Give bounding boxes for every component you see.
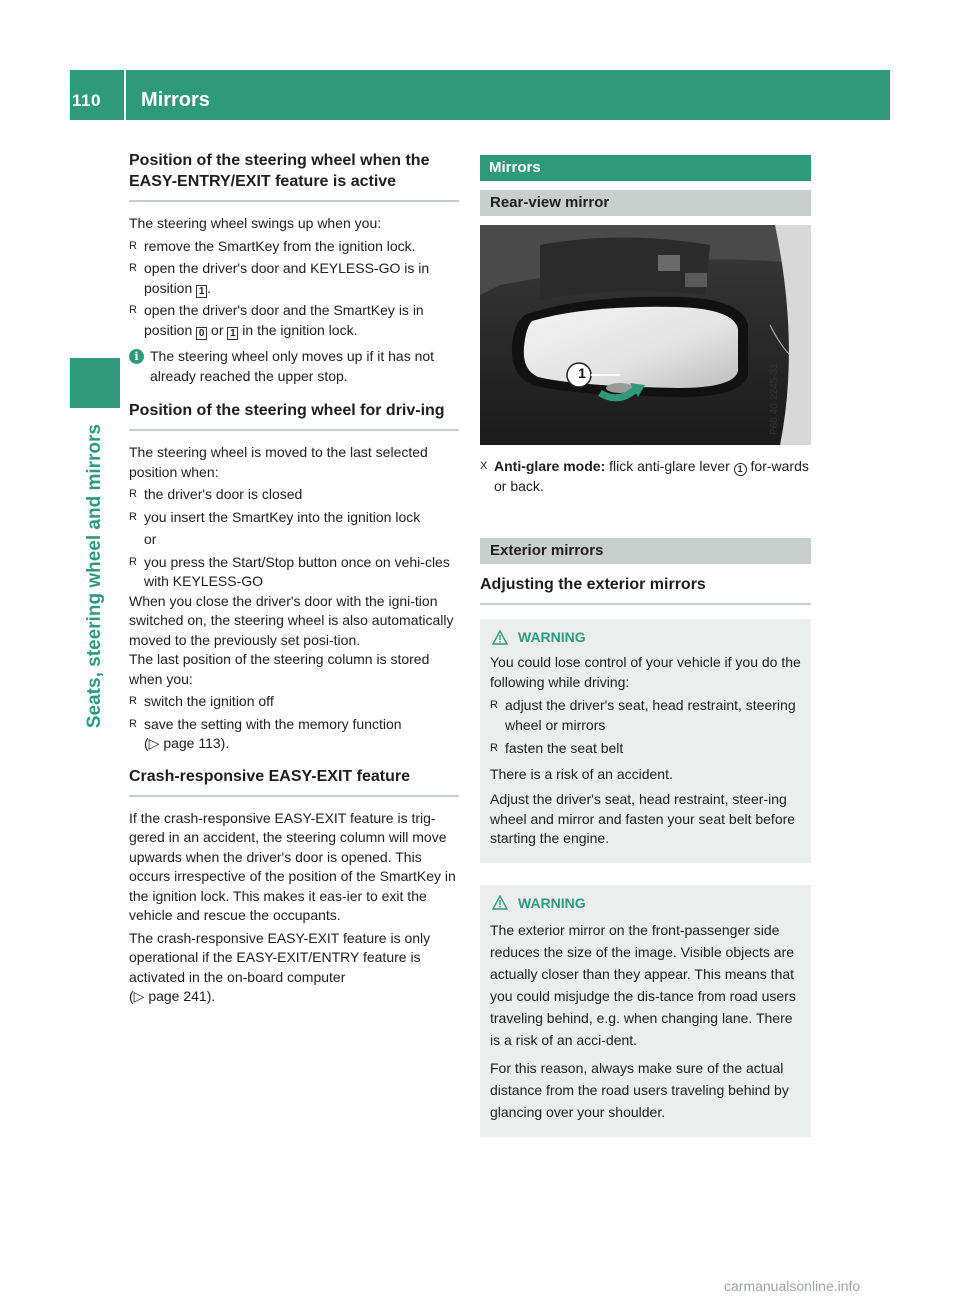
key-position-0-icon: 0 [196, 327, 207, 340]
page-title: Mirrors [141, 89, 210, 111]
info-icon: i [129, 349, 144, 364]
bullet-icon: R [129, 510, 137, 523]
header-divider [124, 70, 126, 120]
list-item: R you insert the SmartKey into the ignition lock [129, 508, 459, 528]
list-item: R save the setting with the memory function (▷ page 113). [129, 715, 459, 754]
list-item: R the driver's door is closed [129, 485, 459, 505]
paragraph: Adjust the driver's seat, head restraint, steer-ing wheel and mirror and fasten your seat belt before starting the engine. [490, 791, 796, 846]
bullet-icon: R [490, 699, 498, 711]
paragraph: The exterior mirror on the front-passenger side reduces the size of the image. Visible objects are actually closer than they appear. This means that you could misjudge the dis-tance from road users traveling behind, e.g. when changing lane. There is a risk of an acci-dent. [490, 921, 796, 1048]
paragraph: You could lose control of your vehicle if you do the following while driving: [490, 654, 801, 690]
right-column [480, 155, 811, 1137]
bullet-icon: R [490, 742, 498, 754]
list-item: R open the driver's door and KEYLESS-GO is in position 1 . [129, 260, 430, 297]
warning-icon [492, 895, 508, 910]
warning-box [480, 885, 811, 1137]
section-band-rear-view: Rear-view mirror [480, 190, 811, 216]
bullet-icon: R [129, 488, 137, 500]
instruction-step: X Anti-glare mode: flick anti-glare lever 1 for-wards or back. [480, 457, 811, 496]
list-item: R you press the Start/Stop button once on vehi-cles with KEYLESS-GO [129, 553, 459, 592]
key-position-1-icon: 1 [227, 327, 238, 340]
info-note: i The steering wheel only moves up if it has not already reached the upper stop. [129, 347, 459, 386]
watermark: carmanualsonline.info [724, 1278, 861, 1294]
bullet-icon: R [129, 555, 137, 568]
side-tab-marker [70, 358, 120, 408]
side-tab [72, 424, 120, 884]
side-tab-label: Seats, steering wheel and mirrors [84, 424, 105, 729]
list-item: R fasten the seat belt [490, 739, 801, 759]
paragraph: When you close the driver's door with the igni-tion switched on, the steering wheel is also automatically moved to the previously set posi-tion. [129, 592, 454, 648]
paragraph: If the crash-responsive EASY-EXIT feature is trig-gered in an accident, the steering column will move upwards when the driver's door is opened. This occurs irrespective of the position of the SmartKey in the ignition lock. This makes it eas-ier to exit the vehicle and rescue the occupants. [129, 809, 456, 923]
list-item: R open the driver's door and the SmartKey is in position 0 or 1 in the ignition lock. [129, 302, 424, 339]
warning-box [480, 619, 811, 863]
page-reference-link[interactable]: (▷ page 113). [144, 735, 230, 751]
section-title-easy-entry: Position of the steering wheel when the EASY-ENTRY/EXIT feature is active [129, 150, 459, 202]
section-title-driving-position: Position of the steering wheel for driv-ing [129, 400, 459, 431]
warning-title: WARNING [518, 629, 586, 645]
paragraph: The last position of the steering column is stored when you: [129, 651, 430, 687]
left-column [129, 150, 459, 1007]
paragraph: The steering wheel is moved to the last selected position when: [129, 444, 428, 480]
paragraph: The crash-responsive EASY-EXIT feature is only operational if the EASY-EXIT/ENTRY feature is activated in the on-board computer (▷ page 241). [129, 929, 431, 1004]
section-band-mirrors: Mirrors [480, 155, 811, 181]
section-title-crash-easy-exit: Crash-responsive EASY-EXIT feature [129, 766, 459, 797]
list-item: R remove the SmartKey from the ignition lock. [129, 237, 459, 257]
paragraph: There is a risk of an accident. [490, 765, 673, 782]
step-arrow-icon: X [480, 460, 488, 472]
bullet-icon: R [129, 239, 137, 252]
image-code: P68.40-2245-31 [769, 363, 780, 435]
list-item: R switch the ignition off [129, 692, 459, 712]
warning-title: WARNING [518, 894, 586, 911]
list-item: R adjust the driver's seat, head restraint, steering wheel or mirrors [490, 696, 801, 735]
key-position-1-icon: 1 [196, 285, 207, 298]
bullet-icon: R [129, 304, 137, 316]
rear-view-mirror-illustration [480, 225, 811, 445]
rear-view-mirror-photo [480, 225, 811, 445]
bullet-icon: R [129, 717, 137, 730]
bullet-icon: R [129, 695, 137, 707]
paragraph: For this reason, always make sure of the actual distance from the road users traveling behind by glancing over your shoulder. [490, 1059, 789, 1120]
paragraph: The steering wheel swings up when you: [129, 215, 382, 231]
bullet-icon: R [129, 262, 137, 274]
page-reference-link[interactable]: (▷ page 241). [129, 988, 216, 1004]
warning-icon [492, 630, 508, 645]
callout-1-label: 1 [578, 365, 586, 381]
section-title-adjust-exterior: Adjusting the exterior mirrors [480, 574, 811, 605]
page-number: 110 [72, 91, 101, 110]
section-band-exterior: Exterior mirrors [480, 538, 811, 564]
or-text: or [144, 531, 157, 547]
callout-1-icon: 1 [734, 463, 747, 476]
